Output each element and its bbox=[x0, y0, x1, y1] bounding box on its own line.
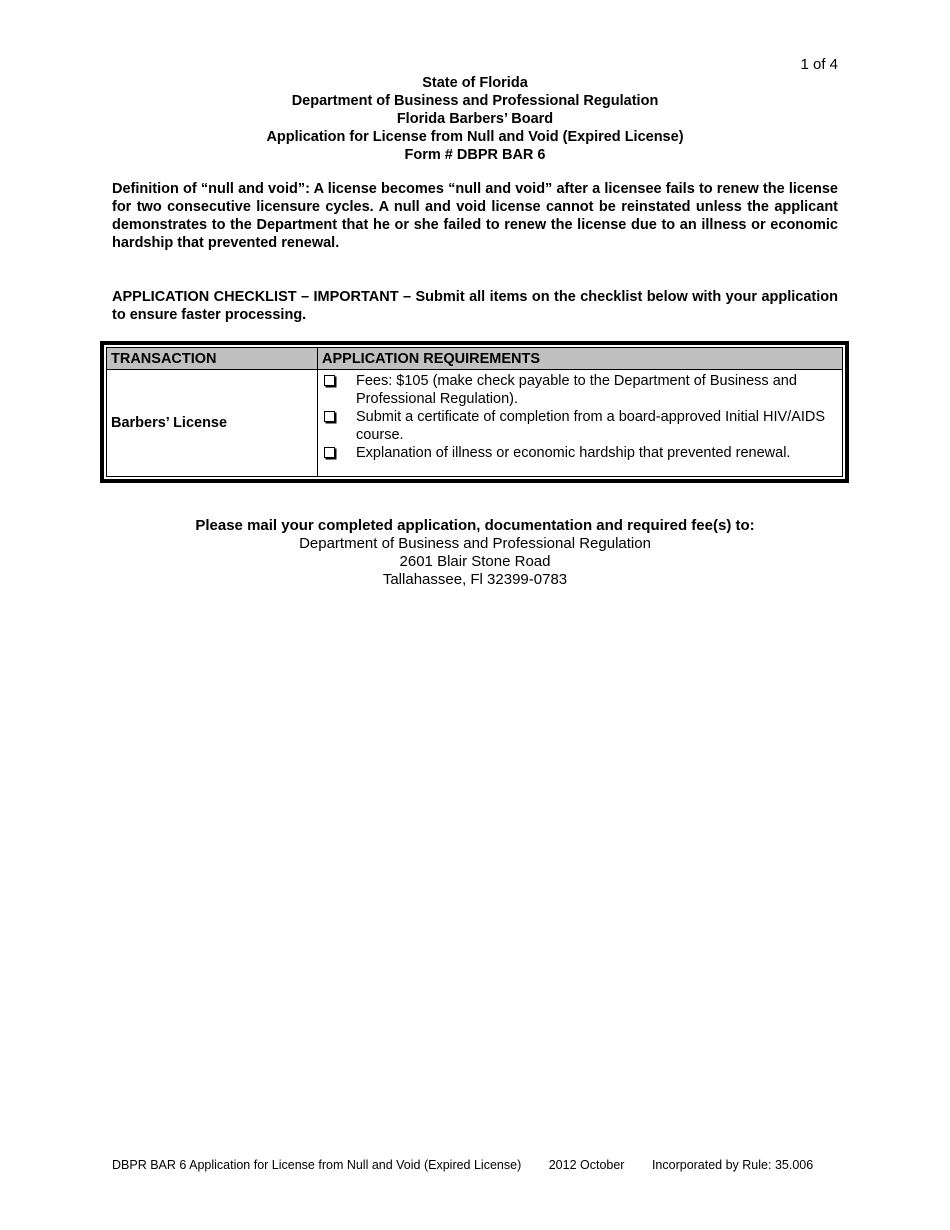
header-application-requirements: APPLICATION REQUIREMENTS bbox=[318, 348, 843, 370]
requirements-table bbox=[106, 347, 843, 477]
document-header bbox=[112, 74, 838, 164]
requirement-text: Fees: $105 (make check payable to the Department of Business and Professional Regulation). bbox=[356, 373, 797, 407]
checkbox-icon bbox=[322, 408, 356, 444]
page-number: 1 of 4 bbox=[800, 56, 838, 73]
header-board: Florida Barbers’ Board bbox=[396, 111, 554, 127]
table-header-row bbox=[107, 348, 843, 370]
requirement-item bbox=[322, 444, 838, 463]
mailing-address-block bbox=[112, 517, 838, 589]
requirement-item bbox=[322, 372, 838, 408]
requirements-table-frame bbox=[100, 341, 849, 483]
mail-city: Tallahassee, Fl 32399-0783 bbox=[382, 571, 568, 588]
footer-form-title: DBPR BAR 6 Application for License from Null and Void (Expired License) bbox=[112, 1158, 522, 1172]
footer-rule: Incorporated by Rule: 35.006 bbox=[651, 1158, 814, 1172]
requirement-item bbox=[322, 408, 838, 444]
checkbox-icon bbox=[322, 372, 356, 408]
requirement-text: Submit a certificate of completion from a board-approved Initial HIV/AIDS course. bbox=[356, 409, 826, 443]
header-title: Application for License from Null and Void (Expired License) bbox=[266, 129, 684, 145]
mail-street: 2601 Blair Stone Road bbox=[399, 553, 551, 570]
checkbox-icon bbox=[322, 444, 356, 463]
null-and-void-definition: Definition of “null and void”: A license becomes “null and void” after a licensee fails to renew the license for two consecutive licensure cycles. A null and void license cannot be reinstated unless the applicant demonstrates to the Department that he or she failed to renew the license due to an illness or economic hardship that prevented renewal. bbox=[112, 181, 838, 251]
header-transaction: TRANSACTION bbox=[107, 348, 318, 370]
footer-date: 2012 October bbox=[548, 1158, 625, 1172]
requirements-cell bbox=[318, 370, 843, 477]
header-form-number: Form # DBPR BAR 6 bbox=[404, 147, 546, 163]
header-department: Department of Business and Professional Regulation bbox=[291, 93, 659, 109]
mail-instructions: Please mail your completed application, documentation and required fee(s) to: bbox=[195, 517, 755, 534]
mail-department: Department of Business and Professional Regulation bbox=[299, 535, 651, 552]
requirement-text: Explanation of illness or economic hardship that prevented renewal. bbox=[356, 445, 791, 461]
checklist-intro: APPLICATION CHECKLIST – IMPORTANT – Submit all items on the checklist below with your application to ensure faster processing. bbox=[112, 289, 838, 323]
requirements-list bbox=[322, 372, 838, 463]
table-row bbox=[107, 370, 843, 477]
header-state: State of Florida bbox=[422, 75, 528, 91]
transaction-cell: Barbers’ License bbox=[107, 370, 318, 477]
page-footer bbox=[112, 1158, 838, 1172]
